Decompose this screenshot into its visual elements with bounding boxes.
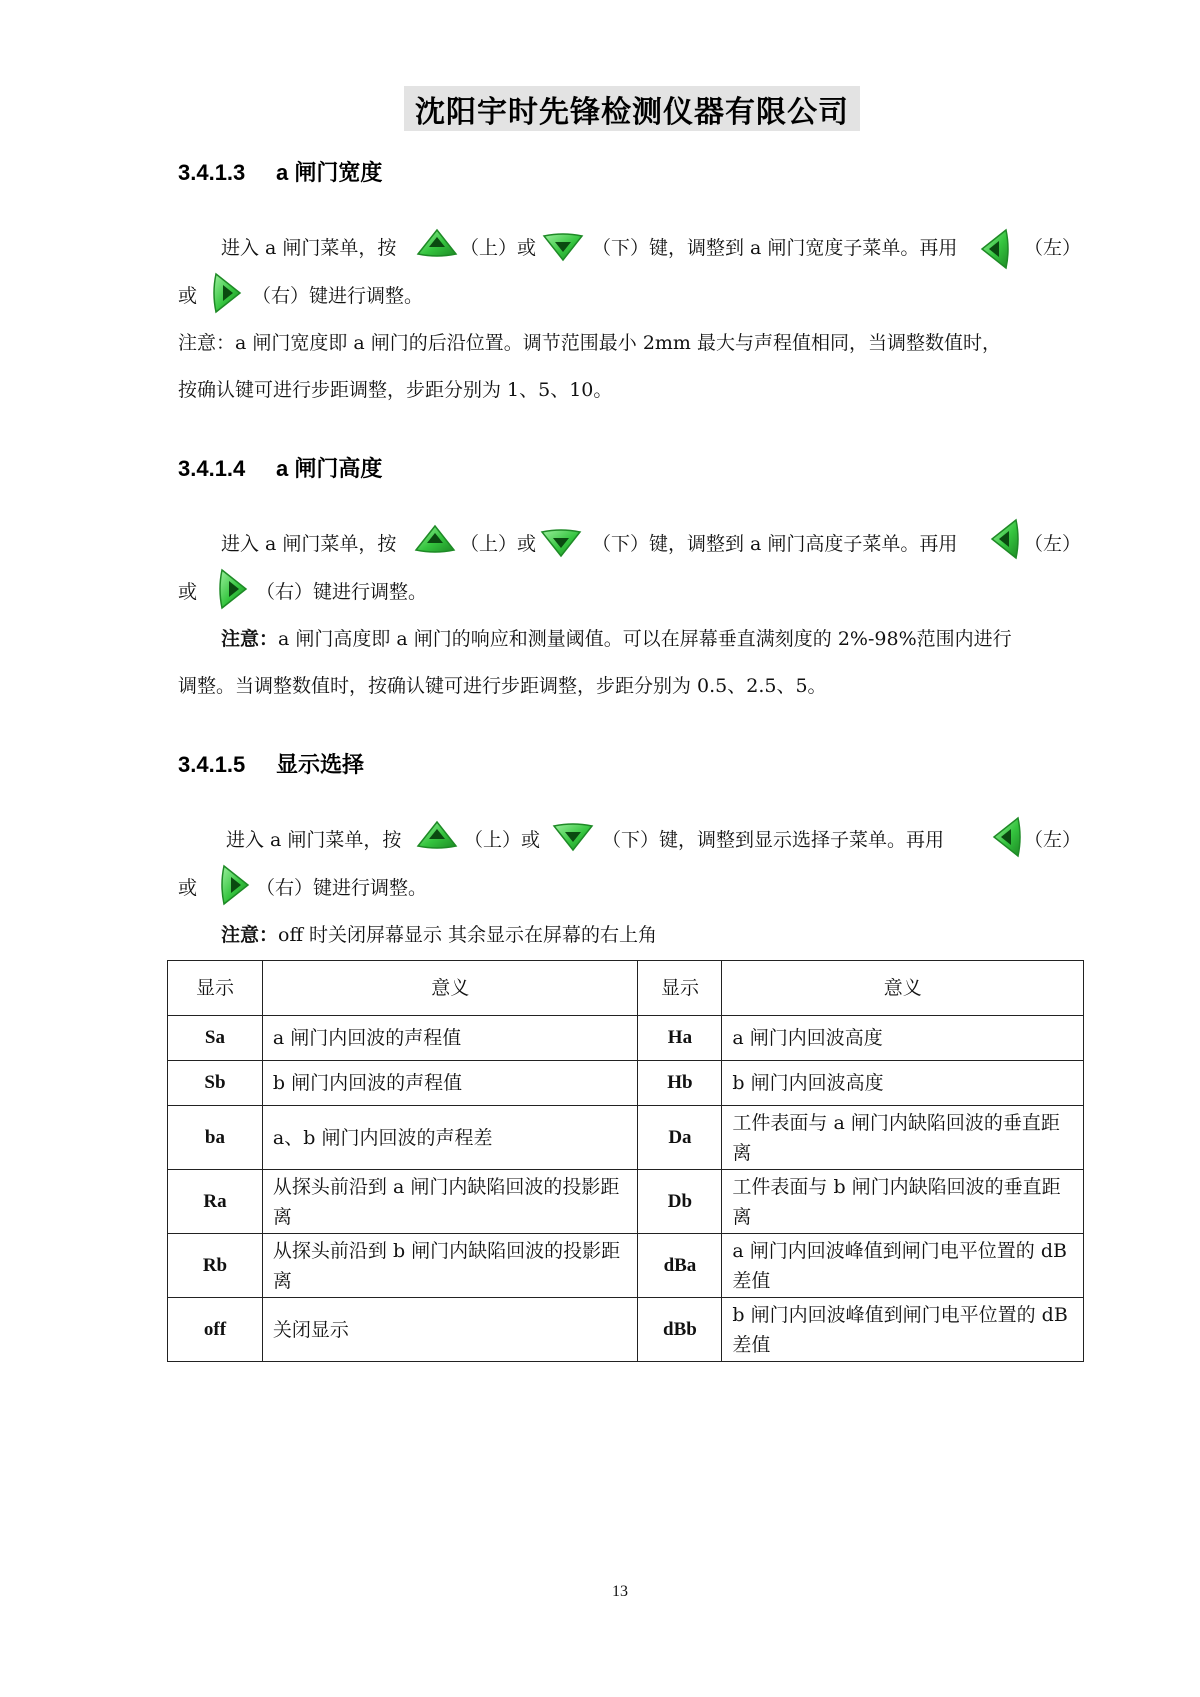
display-code: ba [168, 1106, 263, 1170]
section-title: a 闸门宽度 [276, 160, 383, 185]
instruction-line [221, 235, 396, 261]
note-line-2: 按确认键可进行步距调整，步距分别为 1、5、10。 [178, 379, 613, 401]
display-options-table [167, 960, 1084, 1362]
company-header [404, 86, 860, 131]
note-label: 注意： [221, 628, 279, 650]
display-code: Ha [638, 1016, 722, 1061]
down-key-icon [540, 232, 586, 264]
display-code: Rb [168, 1234, 263, 1298]
down-key-icon [550, 822, 596, 854]
note-line [221, 922, 657, 948]
note-label: 注意： [221, 924, 279, 946]
left-label: （左） [1024, 829, 1082, 851]
instruction-line [226, 827, 401, 853]
left-label: （左） [1024, 237, 1082, 259]
display-meaning: 关闭显示 [262, 1298, 638, 1362]
note-label: 注意： [178, 332, 236, 354]
display-code: Sa [168, 1016, 263, 1061]
note-text: a 闸门宽度即 a 闸门的后沿位置。调节范围最小 2mm 最大与声程值相同，当调整数值时， [235, 332, 1001, 354]
display-code: Hb [638, 1061, 722, 1106]
down-label: （下）键，调整到 a 闸门宽度子菜单。再用 [592, 237, 958, 259]
display-meaning: a 闸门内回波的声程值 [262, 1016, 638, 1061]
note-text: off 时关闭屏幕显示 其余显示在屏幕的右上角 [278, 924, 658, 946]
or-label: 或 [178, 877, 198, 899]
display-code: Da [638, 1106, 722, 1170]
up-key-icon [414, 226, 460, 258]
right-key-icon [212, 270, 244, 316]
left-key-icon [978, 226, 1010, 272]
note-line-2: 调整。当调整数值时，按确认键可进行步距调整，步距分别为 0.5、2.5、5。 [178, 675, 827, 697]
display-meaning: b 闸门内回波的声程值 [262, 1061, 638, 1106]
display-meaning: a 闸门内回波高度 [722, 1016, 1084, 1061]
display-meaning: 工件表面与 b 闸门内缺陷回波的垂直距离 [722, 1170, 1084, 1234]
header-meaning: 意义 [262, 961, 638, 1016]
note-line [221, 626, 1012, 652]
up-label: （上）或 [460, 237, 537, 259]
left-label: （左） [1024, 533, 1082, 555]
display-meaning: 从探头前沿到 a 闸门内缺陷回波的投影距离 [262, 1170, 638, 1234]
display-meaning: b 闸门内回波峰值到闸门电平位置的 dB 差值 [722, 1298, 1084, 1362]
up-label: （上）或 [460, 533, 537, 555]
left-key-icon [990, 814, 1022, 860]
section-heading-width [178, 156, 382, 187]
section-heading-height [178, 452, 382, 483]
display-meaning: b 闸门内回波高度 [722, 1061, 1084, 1106]
instruction-line [221, 531, 396, 557]
down-key-icon [538, 528, 584, 560]
table-row [168, 1234, 1084, 1298]
intro-text: 进入 a 闸门菜单，按 [221, 533, 397, 555]
up-key-icon [414, 818, 460, 850]
display-meaning: a、b 闸门内回波的声程差 [262, 1106, 638, 1170]
section-title: a 闸门高度 [276, 456, 383, 481]
display-meaning: a 闸门内回波峰值到闸门电平位置的 dB 差值 [722, 1234, 1084, 1298]
section-heading-display [178, 748, 364, 779]
intro-text: 进入 a 闸门菜单，按 [221, 237, 397, 259]
display-code: Ra [168, 1170, 263, 1234]
right-label: （右）键进行调整。 [256, 877, 428, 899]
display-code: dBa [638, 1234, 722, 1298]
right-label: （右）键进行调整。 [256, 581, 428, 603]
display-meaning: 从探头前沿到 b 闸门内缺陷回波的投影距离 [262, 1234, 638, 1298]
section-number: 3.4.1.5 [178, 752, 246, 777]
table-row [168, 1016, 1084, 1061]
header-meaning: 意义 [722, 961, 1084, 1016]
right-label: （右）键进行调整。 [252, 285, 424, 307]
header-display: 显示 [168, 961, 263, 1016]
section-title: 显示选择 [276, 752, 365, 777]
or-label: 或 [178, 581, 198, 603]
display-code: Db [638, 1170, 722, 1234]
table-row [168, 1298, 1084, 1362]
section-number: 3.4.1.3 [178, 160, 246, 185]
intro-text: 进入 a 闸门菜单，按 [226, 829, 402, 851]
up-key-icon [412, 522, 458, 554]
display-code: dBb [638, 1298, 722, 1362]
table-header-row [168, 961, 1084, 1016]
left-key-icon [988, 516, 1020, 562]
down-label: （下）键，调整到 a 闸门高度子菜单。再用 [592, 533, 958, 555]
company-name: 沈阳宇时先锋检测仪器有限公司 [415, 94, 849, 130]
note-text: a 闸门高度即 a 闸门的响应和测量阈值。可以在屏幕垂直满刻度的 2%-98%范围内进行 [278, 628, 1012, 650]
up-label: （上）或 [464, 829, 541, 851]
table-row [168, 1170, 1084, 1234]
or-label: 或 [178, 285, 198, 307]
display-meaning: 工件表面与 a 闸门内缺陷回波的垂直距离 [722, 1106, 1084, 1170]
header-display: 显示 [638, 961, 722, 1016]
display-code: Sb [168, 1061, 263, 1106]
display-code: off [168, 1298, 263, 1362]
down-label: （下）键，调整到显示选择子菜单。再用 [602, 829, 945, 851]
section-number: 3.4.1.4 [178, 456, 246, 481]
table-row [168, 1061, 1084, 1106]
table-row [168, 1106, 1084, 1170]
page-number: 13 [612, 1583, 628, 1600]
right-key-icon [218, 566, 250, 612]
right-key-icon [220, 862, 252, 908]
note-line [178, 330, 1001, 356]
